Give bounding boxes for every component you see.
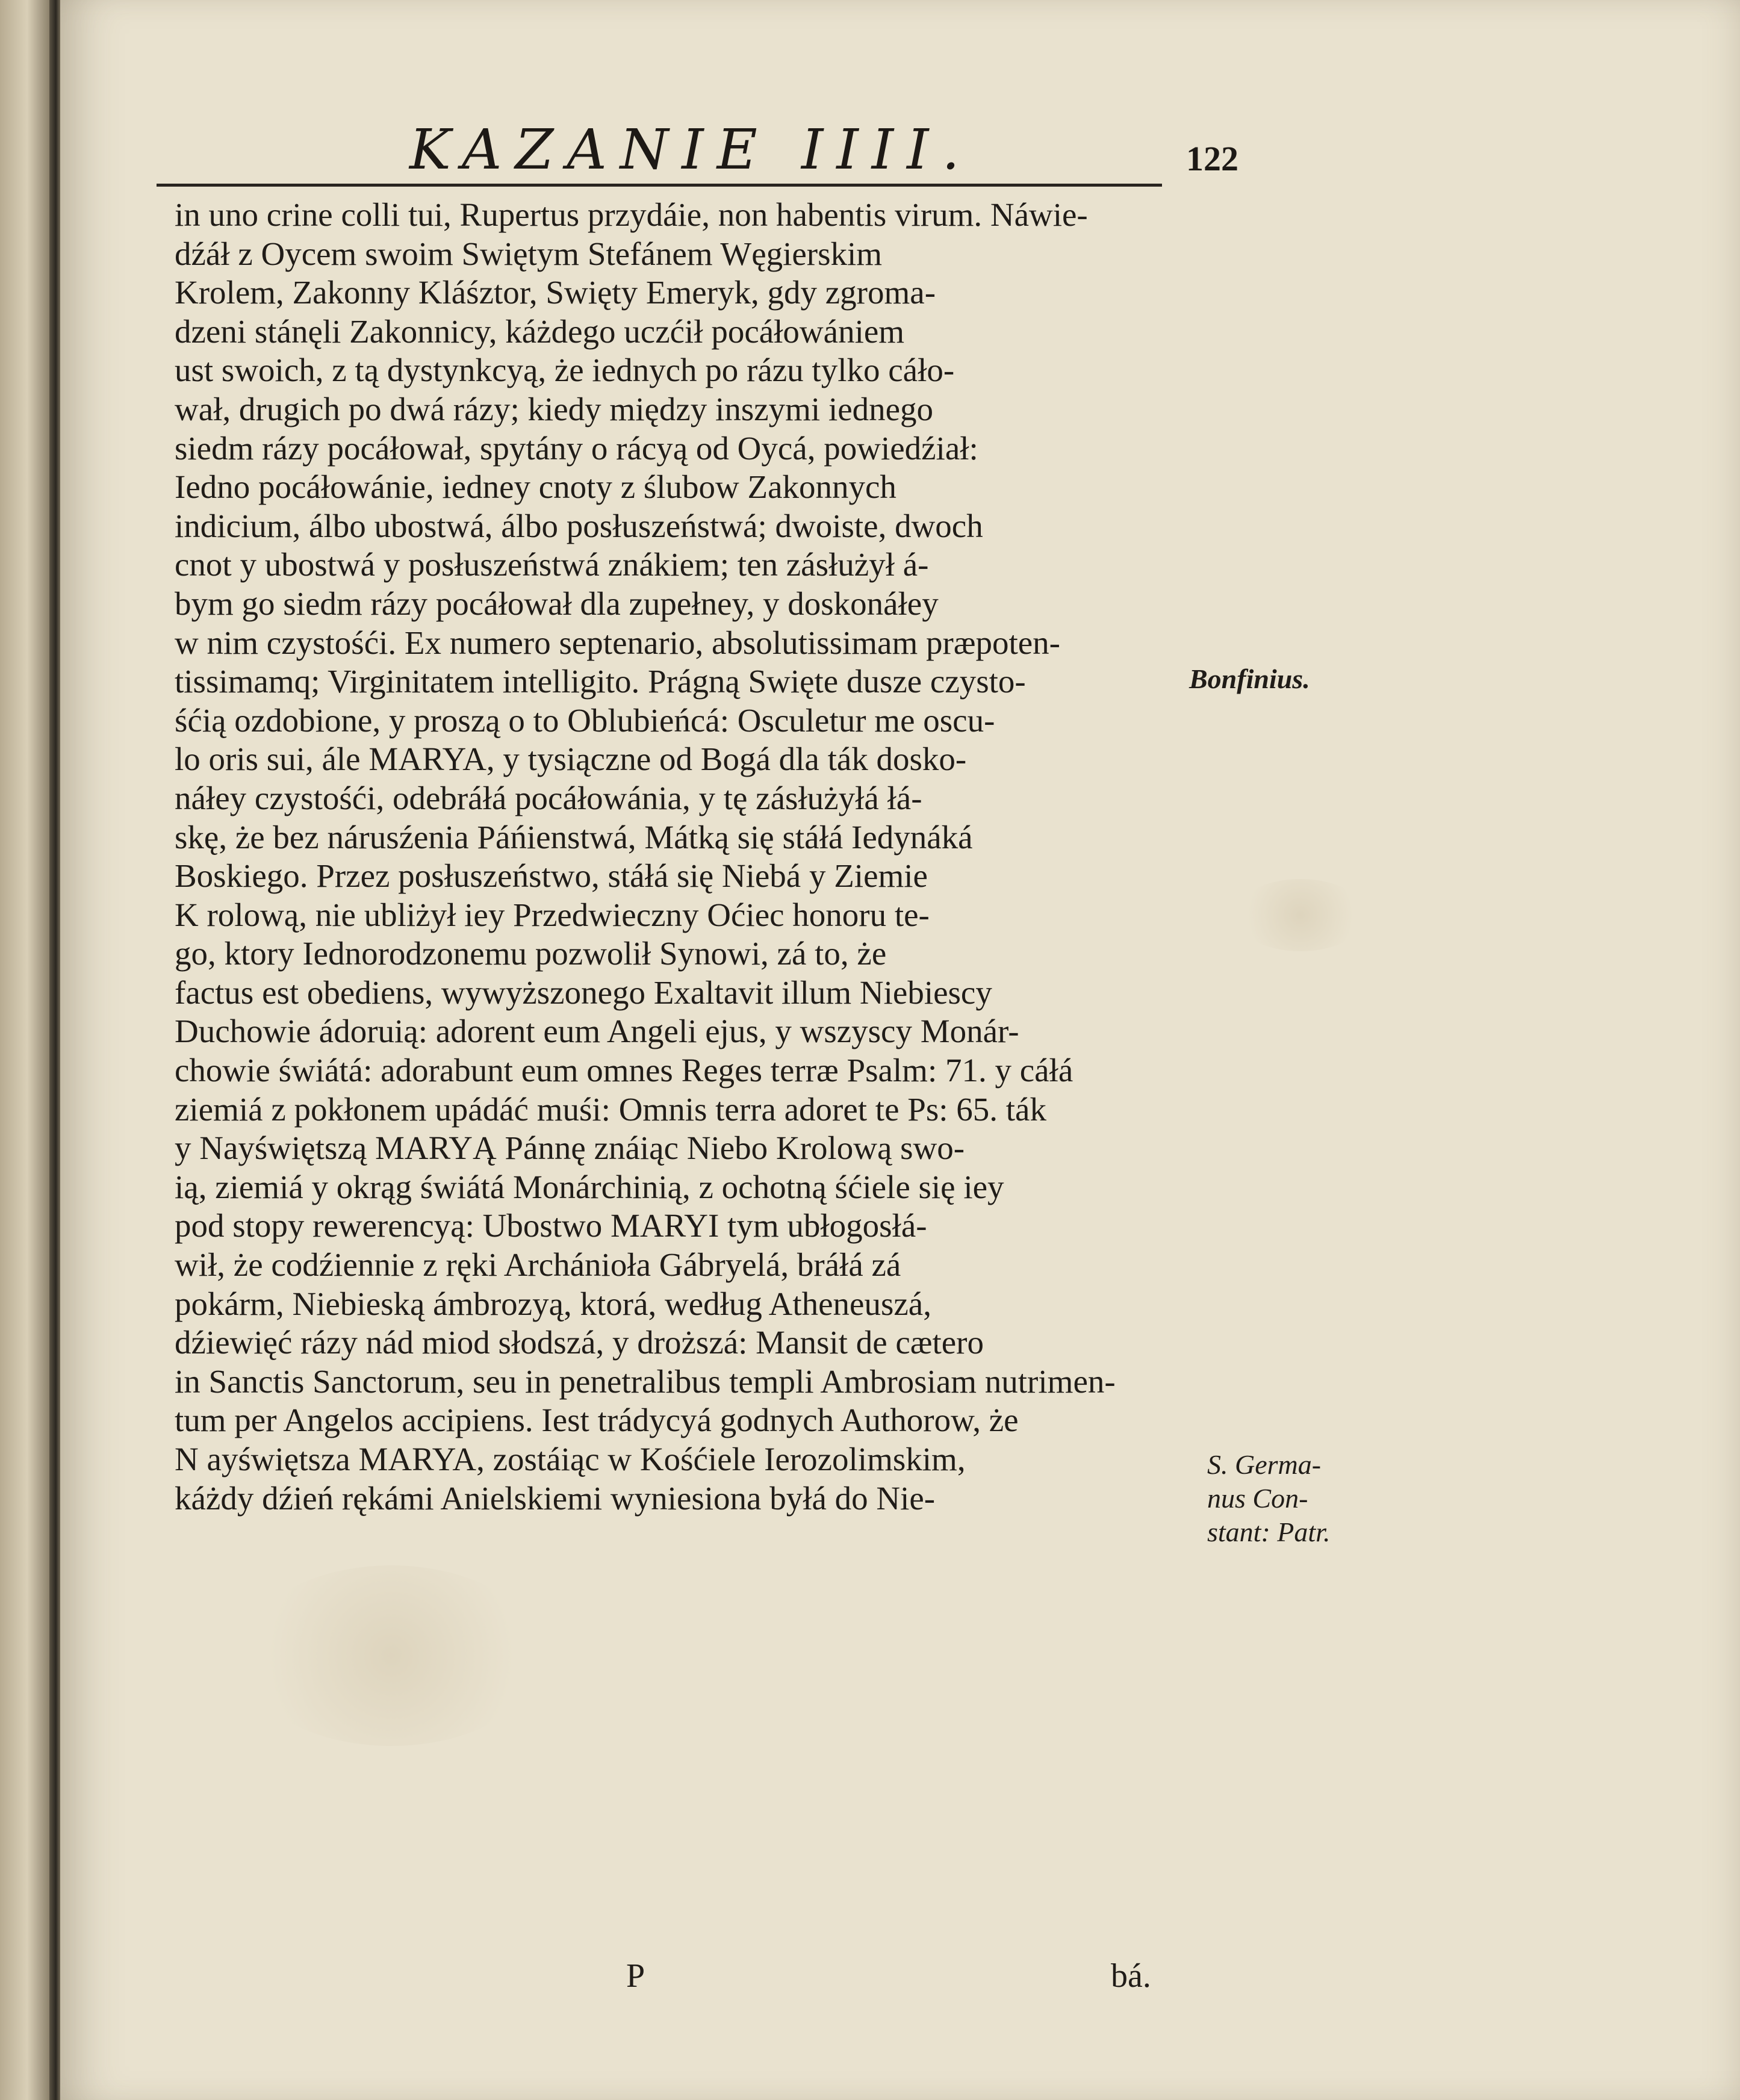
margin-note-germanus	[1207, 1448, 1330, 1549]
sermon-text	[175, 196, 1186, 1518]
paper-stain	[241, 1565, 542, 1746]
text-line: tissimamq; Virginitatem intelligito. Prágną Swięte dusze czysto-	[175, 663, 1026, 700]
text-line: factus est obediens, wywyższonego Exaltavit illum Niebiescy	[175, 974, 992, 1011]
text-line: dzeni stánęli Zakonnicy, káżdego uczćił pocáłowániem	[175, 312, 905, 350]
running-title: KAZANIE IIII.	[409, 117, 973, 182]
text-line: w nim czystośći. Ex numero septenario, absolutissimam præpoten-	[175, 624, 1060, 661]
text-line: káżdy dźień rękámi Anielskiemi wyniesiona byłá do Nie-	[175, 1479, 936, 1517]
text-line: pod stopy rewerencyą: Ubostwo MARYI tym ubłogosłá-	[175, 1207, 927, 1244]
text-line: indicium, álbo ubostwá, álbo posłuszeństwá; dwoiste, dwoch	[175, 507, 983, 544]
margin-note-line: stant: Patr.	[1207, 1517, 1331, 1547]
text-line: Duchowie ádoruią: adorent eum Angeli ejus, y wszyscy Monár-	[175, 1013, 1019, 1050]
text-line: in Sanctis Sanctorum, seu in penetralibus templi Ambrosiam nutrimen-	[175, 1362, 1116, 1400]
text-line: Boskiego. Przez posłuszeństwo, stáłá się Niebá y Ziemie	[175, 857, 928, 895]
text-line: ust swoich, z tą dystynkcyą, że iednych po rázu tylko cáło-	[175, 352, 955, 389]
facing-page-edge	[0, 0, 49, 2100]
text-line: Krolem, Zakonny Kláśztor, Swięty Emeryk, gdy zgroma-	[175, 274, 936, 311]
text-line: wił, że codźiennie z ręki Archánioła Gábryelá, bráłá zá	[175, 1246, 901, 1284]
header-rule	[157, 184, 1162, 187]
text-line: lo oris sui, ále MARYA, y tysiączne od Bogá dla ták dosko-	[175, 741, 967, 778]
text-line: K rolową, nie ubliżył iey Przedwieczny Oćiec honoru te-	[175, 896, 930, 933]
text-line: cnot y ubostwá y posłuszeństwá znákiem; ten zásłużył á-	[175, 546, 929, 583]
page-number: 122	[1186, 139, 1238, 178]
signature-mark: P	[626, 1957, 645, 1995]
text-line: wał, drugich po dwá rázy; kiedy między inszymi iednego	[175, 390, 934, 427]
text-line: dźáł z Oycem swoim Swiętym Stefánem Węgierskim	[175, 235, 883, 272]
text-line: tum per Angelos accipiens. Iest trádycyá godnych Authorow, że	[175, 1402, 1019, 1439]
catchword: bá.	[1111, 1957, 1151, 1995]
text-line: ią, ziemiá y okrąg świátá Monárchinią, z ochotną śćiele się iey	[175, 1168, 1004, 1205]
book-page	[60, 0, 1740, 2100]
text-line: náłey czystośći, odebráłá pocáłowánia, y tę zásłużyłá łá-	[175, 779, 922, 816]
text-line: chowie świátá: adorabunt eum omnes Reges terræ Psalm: 71. y cáłá	[175, 1052, 1074, 1089]
text-line: Iedno pocáłowánie, iedney cnoty z ślubow Zakonnych	[175, 468, 896, 506]
book-gutter	[49, 0, 60, 2100]
margin-note-line: S. Germa-	[1207, 1449, 1322, 1480]
text-line: N ayświętsza MARYA, zostáiąc w Kośćiele Ierozolimskim,	[175, 1441, 966, 1477]
text-line: ziemiá z pokłonem upádáć muśi: Omnis terra adoret te Ps: 65. ták	[175, 1090, 1046, 1128]
text-line: go, ktory Iednorodzonemu pozwolił Synowi, zá to, że	[175, 935, 887, 972]
margin-note-bonfinius: Bonfinius.	[1189, 663, 1310, 694]
text-line: bym go siedm rázy pocáłował dla zupełney, y doskonáłey	[175, 585, 939, 622]
page-header	[343, 117, 1319, 184]
text-line: in uno crine colli tui, Rupertus przydáie, non habentis virum. Náwie-	[175, 196, 1088, 233]
text-line: śćią ozdobione, y proszą o to Oblubieńcá: Osculetur me oscu-	[175, 701, 995, 739]
text-line: dźiewięć rázy nád miod słodszá, y droższá: Mansit de cætero	[175, 1324, 984, 1361]
margin-note-line: nus Con-	[1207, 1483, 1308, 1514]
text-line: y Nayświętszą MARYĄ Pánnę znáiąc Niebo Krolową swo-	[175, 1129, 965, 1167]
text-line: siedm rázy pocáłował, spytány o rácyą od Oycá, powiedźiał:	[175, 429, 978, 467]
text-line: skę, że bez nárusźenia Páńienstwá, Mátką się stáłá Iedynáká	[175, 818, 973, 856]
paper-stain	[1234, 879, 1367, 951]
text-line: pokárm, Niebieską ámbrozyą, ktorá, według Atheneuszá,	[175, 1285, 931, 1322]
